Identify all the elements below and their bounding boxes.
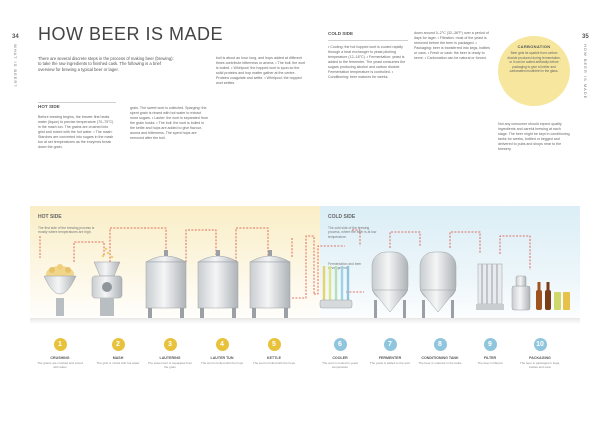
cold-side-heading: COLD SIDE <box>328 31 354 36</box>
page-title: HOW BEER IS MADE <box>38 24 224 44</box>
step-description: The beer is filtered <box>477 361 503 365</box>
page-number-left: 34 <box>12 34 19 40</box>
process-step <box>146 338 194 373</box>
spine-left: WHAT IS BEER? <box>13 44 18 88</box>
step-name: LAUTERING <box>159 356 181 360</box>
step-name: MASH <box>112 356 124 360</box>
step-description: The sweet wort is separated from the grain <box>147 361 193 369</box>
step-name: FERMENTER <box>378 356 402 360</box>
lauter-tun-illustration <box>198 250 238 318</box>
process-step <box>198 338 246 373</box>
process-step <box>36 338 84 373</box>
mill-illustration <box>92 248 122 316</box>
process-step <box>94 338 142 373</box>
process-step <box>366 338 414 373</box>
step-number-badge: 10 <box>534 338 547 351</box>
step-number-badge: 2 <box>112 338 125 351</box>
kettle-illustration <box>250 250 290 318</box>
mash-tun-illustration <box>146 250 186 318</box>
step-number-badge: 5 <box>268 338 281 351</box>
text-column-1: Before brewing begins, the brewer first heats water (liquor) to precise temperature (70–75°C) in the mash tun. The grains are crushed into grist and mixed with the hot water. • The mash: Starches are converted into sugars in the mash tun at set temperatures as the enzymes break down the grain. <box>38 115 114 149</box>
text-column-2: grain. The sweet wort is collected. Sparging: the spent grain is rinsed with hot water to extract more sugars. • Lauter: the wort is separated from the grain husks. • The boil: the wort is boiled in the kettle and hops are added to give flavour, aroma and bitterness. The spent hops are removed after the boil. <box>130 106 208 140</box>
step-description: The grist is mixed with hot water <box>96 361 140 365</box>
step-description: The beer is matured in the tanks <box>418 361 462 365</box>
process-step <box>516 338 564 373</box>
cold-side-label: COLD SIDE <box>328 214 356 220</box>
step-description: The wort is boiled with the hops <box>252 361 296 365</box>
callout-text: Beer gets its sparkle from carbon dioxide produced during fermentation, or it can be added artificially before packaging to give a livelier and carbonated mouthfeel in the glass. <box>507 51 561 74</box>
cold-side-note: Fermentation and beer development <box>328 262 362 271</box>
step-name: PACKAGING <box>529 356 551 360</box>
text-column-6: Not any consumer should expect quality ingredients and careful brewing at each stage. The beer might be kept in conditioning tanks for weeks, bottled or kegged and delivered to pubs and shops near to the brewery. <box>498 122 570 151</box>
step-name: COOLER <box>332 356 348 360</box>
cooler-illustration <box>320 266 352 308</box>
step-number-badge: 7 <box>384 338 397 351</box>
spine-right: HOW BEER IS MADE <box>583 44 588 100</box>
process-step <box>416 338 464 373</box>
step-number-badge: 8 <box>434 338 447 351</box>
intro-paragraph: There are several discrete steps in the process of making beer (brewing): to take the raw ingredients to finished cask. The following is a brief overview for brewing a typical beer or lager. <box>38 56 174 72</box>
packaging-illustration <box>512 276 570 310</box>
cold-side-text: The cold side of the brewing process, where the beer is at low temperature. <box>328 226 377 239</box>
process-step <box>466 338 514 373</box>
step-description: The beer is packaged in kegs, bottles and cans <box>519 361 561 369</box>
text-column-3: boil is about an hour long, and hops added at different times contribute bitterness or aroma. • The boil: the wort is boiled. • Whirlpool: the hopped wort is spun so the solid proteins and hop matter gather at the centre. Proteins coagulate and settle. • Whirlpool: the hopped wort settles. <box>216 56 306 85</box>
filter-illustration <box>476 264 504 310</box>
process-step <box>316 338 364 373</box>
step-number-badge: 1 <box>54 338 67 351</box>
hot-side-label: HOT SIDE <box>38 214 62 220</box>
step-description: The grains are crushed and mixed with water <box>37 361 83 369</box>
step-description: The wort is cooled to yeast temperature <box>322 361 358 369</box>
step-name: CRUSHING <box>50 356 70 360</box>
page-number-right: 35 <box>582 34 589 40</box>
crusher-illustration <box>44 264 76 316</box>
step-description: The yeast is added to the wort <box>369 361 411 365</box>
text-column-5: down around 0–2°C (32–36°F) over a period of days for lager. • Filtration: most of the yeast is removed before the beer is packaged. • Packaging: beer is transferred into kegs, bottles or cans. • Fresh or cask: the beer is ready to serve. • Carbonation can be natural or forced. <box>414 31 490 60</box>
step-name: LAUTER TUN <box>210 356 234 360</box>
callout-heading: CARBONATION <box>517 44 551 49</box>
step-description: The wort is boiled with the hops <box>200 361 244 365</box>
conditioning-tank-illustration <box>420 252 456 318</box>
step-name: FILTER <box>483 356 497 360</box>
step-number-badge: 6 <box>334 338 347 351</box>
step-name: CONDITIONING TANK <box>421 356 459 360</box>
fermenter-illustration <box>372 252 408 318</box>
process-step <box>250 338 298 373</box>
hot-side-text: The first side of the brewing process is mostly where temperatures are high. <box>38 226 95 235</box>
step-name: KETTLE <box>267 356 281 360</box>
hot-side-heading: HOT SIDE <box>38 104 60 109</box>
text-column-4: • Cooling: the hot hopped wort is cooled rapidly through a heat exchanger to yeast pitching temperature (12–18°C). • Fermentation: yeast is added to the fermenter. The yeast consumes the sugars producing alcohol and carbon dioxide. Fermentation temperature is controlled. • Conditioning: beer matures for weeks. <box>328 45 406 79</box>
step-number-badge: 3 <box>164 338 177 351</box>
step-number-badge: 4 <box>216 338 229 351</box>
step-number-badge: 9 <box>484 338 497 351</box>
